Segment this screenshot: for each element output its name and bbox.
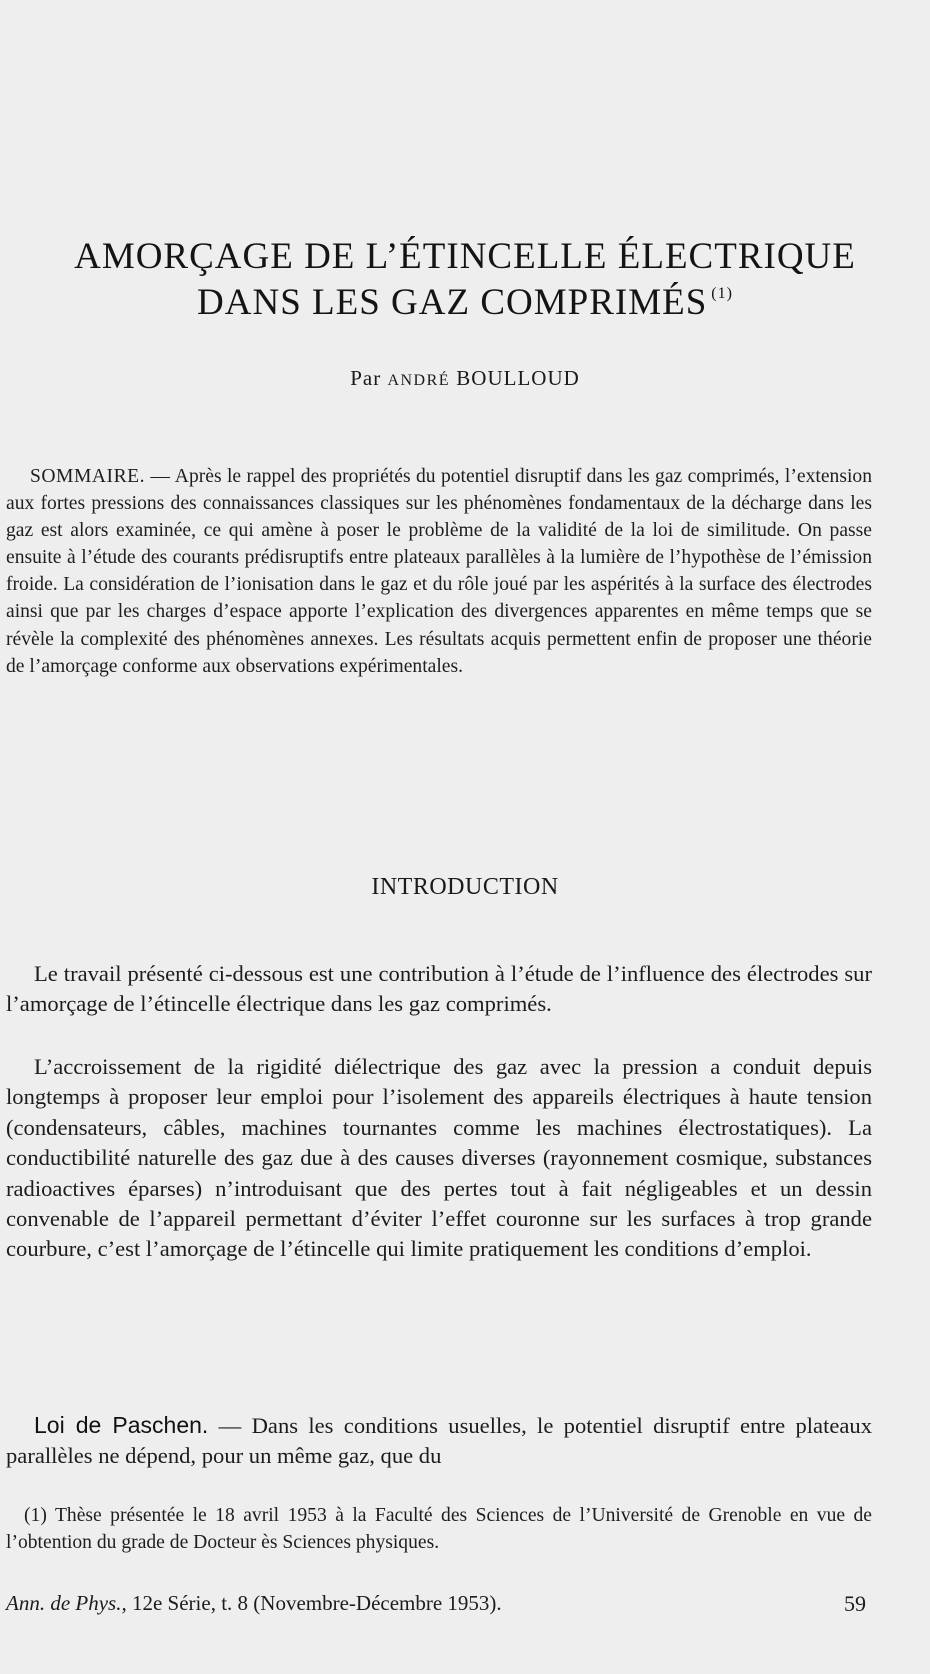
author-first-name: ANDRÉ xyxy=(387,372,451,389)
journal-name: Ann. de Phys., xyxy=(6,1591,127,1615)
page-number: 59 xyxy=(844,1591,866,1616)
section-heading: INTRODUCTION xyxy=(371,874,559,900)
paragraph-3-text: — Dans les conditions usuelles, le potentiel disruptif entre plateaux parallèles ne dépend, pour un même gaz, que du xyxy=(6,1413,872,1469)
body-paragraph-2 xyxy=(6,1052,872,1265)
footnote-text: Thèse présentée le 18 avril 1953 à la Faculté des Sciences de l’Université de Grenoble en vue de l’obtention du grade de Docteur ès Sciences physiques. xyxy=(6,1505,872,1554)
abstract-heading: SOMMAIRE. — xyxy=(30,466,171,487)
title-line-1-text: AMORÇAGE DE L’ÉTINCELLE ÉLECTRIQUE xyxy=(74,236,856,277)
paragraph-3-heading: Loi de Paschen. xyxy=(34,1412,209,1438)
article-title-line-2 xyxy=(0,284,930,321)
author-line xyxy=(0,366,930,391)
paragraph-2-text: L’accroissement de la rigidité diélectrique des gaz avec la pression a conduit depuis longtemps à proposer leur emploi pour l’isolement des appareils électriques à haute tension (condensateurs, câbles, machines tournantes comme les machines électrostatiques). La conductibilité naturelle des gaz due à des causes diverses (rayonnement cosmique, substances radioactives éparses) n’introduisant que des pertes tout à fait négligeables et un dessin convenable de l’appareil permettant d’éviter l’effet couronne sur les surfaces à trop grande courbure, c’est l’amorçage de l’étincelle qui limite pratiquement les conditions d’emploi. xyxy=(6,1054,872,1262)
author-last-name: BOULLOUD xyxy=(456,366,580,390)
article-title-line-1 xyxy=(0,238,930,275)
title-line-2-text: DANS LES GAZ COMPRIMÉS xyxy=(197,282,708,323)
body-paragraph-3 xyxy=(6,1410,872,1472)
journal-series: 12e Série, t. 8 (Novembre-Décembre 1953). xyxy=(131,1591,502,1615)
footnote-mark: (1) xyxy=(24,1505,47,1526)
page-footer xyxy=(6,1591,872,1616)
paragraph-1-text: Le travail présenté ci-dessous est une contribution à l’étude de l’influence des électrodes sur l’amorçage de l’étincelle électrique dans les gaz comprimés. xyxy=(6,961,872,1017)
body-paragraph-1 xyxy=(6,959,872,1020)
abstract xyxy=(6,463,872,680)
title-footnote-mark: (1) xyxy=(711,285,733,302)
abstract-text: Après le rappel des propriétés du potentiel disruptif dans les gaz comprimés, l’extension aux fortes pressions des connaissances classiques sur les phénomènes fondamentaux de la décharge dans les gaz est alors examinée, ce qui amène à poser le problème de la validité de la loi de similitude. On passe ensuite à l’étude des courants prédisruptifs entre plateaux parallèles à la lumière de l’hypothèse de l’émission froide. La considération de l’ionisation dans le gaz et du rôle joué par les aspérités à la surface des électrodes ainsi que par les charges d’espace apporte l’explication des divergences apparentes en même temps que se révèle la complexité des phénomènes annexes. Les résultats acquis permettent enfin de proposer une théorie de l’amorçage conforme aux observations expérimentales. xyxy=(6,466,872,677)
author-prefix: Par xyxy=(350,366,382,390)
footnote xyxy=(6,1502,872,1556)
